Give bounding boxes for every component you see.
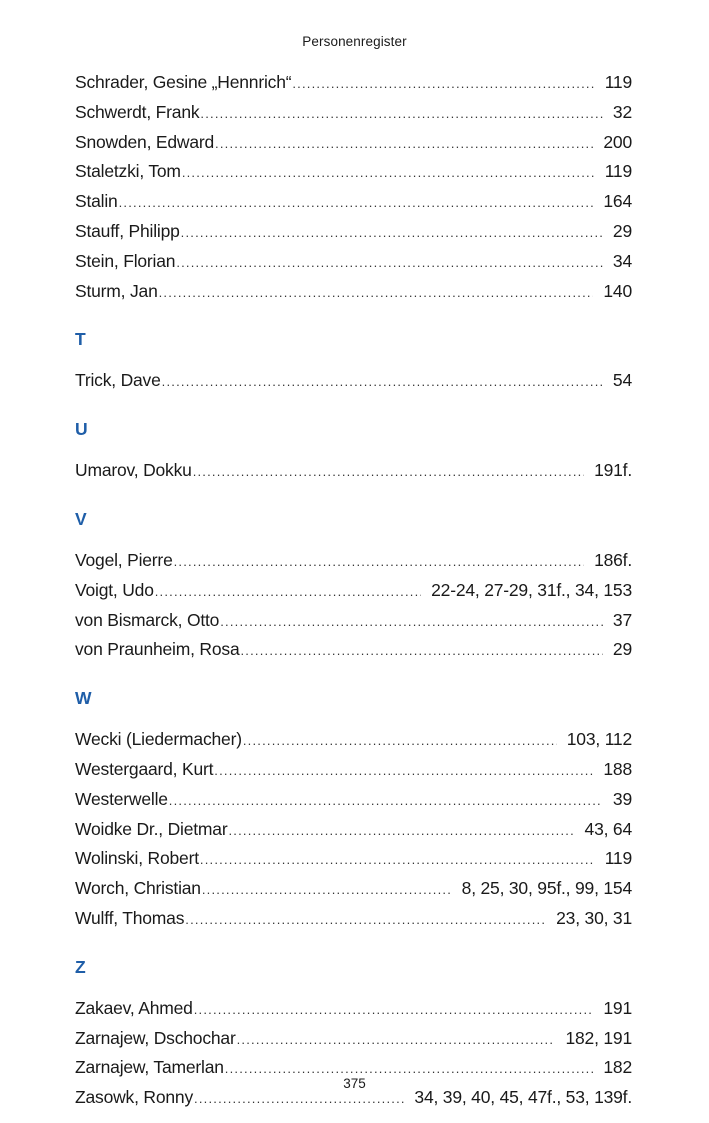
dot-leader [243, 726, 557, 756]
entry-pages: 22-24, 27-29, 31f., 34, 153 [431, 579, 632, 600]
section-letter: U [75, 419, 88, 440]
index-entry [75, 874, 632, 904]
entry-name: Umarov, Dokku [75, 460, 192, 481]
dot-leader [119, 188, 594, 218]
section-letter: T [75, 329, 86, 350]
dot-leader [174, 547, 584, 577]
dot-leader [193, 457, 584, 487]
dot-leader [228, 816, 574, 846]
entry-name: von Praunheim, Rosa [75, 639, 240, 660]
section-letter: Z [75, 956, 86, 977]
entry-name: Zakaev, Ahmed [75, 997, 193, 1018]
entry-pages: 182, 191 [565, 1027, 632, 1048]
entry-name: Vogel, Pierre [75, 549, 173, 570]
entry-name: Schrader, Gesine „Hennrich“ [75, 72, 292, 92]
entry-pages: 119 [604, 848, 632, 869]
dot-leader [202, 875, 452, 905]
entry-name: Trick, Dave [75, 370, 161, 391]
dot-leader [181, 218, 603, 248]
entry-pages: 191 [603, 997, 632, 1018]
entry-name: Stein, Florian [75, 250, 176, 271]
index-entry [75, 576, 632, 606]
person-index [75, 68, 632, 1113]
page-number: 375 [343, 1076, 366, 1091]
dot-leader [215, 129, 593, 159]
entry-pages: 37 [612, 609, 632, 630]
index-entry [75, 456, 632, 486]
index-entry [75, 68, 632, 98]
entry-name: Zasowk, Ronny [75, 1087, 194, 1108]
dot-leader [159, 278, 594, 308]
entry-pages: 32 [612, 101, 632, 122]
entry-name: Westergaard, Kurt [75, 758, 214, 779]
entry-pages: 34, 39, 40, 45, 47f., 53, 139f. [414, 1087, 632, 1108]
dot-leader [237, 1025, 556, 1055]
entry-pages: 29 [612, 639, 632, 660]
index-entry [75, 1024, 632, 1054]
index-entry [75, 606, 632, 636]
index-entry [75, 755, 632, 785]
entry-name: Stauff, Philipp [75, 220, 180, 241]
index-entry [75, 904, 632, 934]
dot-leader [214, 756, 593, 786]
entry-name: von Bismarck, Otto [75, 609, 220, 630]
entry-name: Snowden, Edward [75, 131, 215, 152]
entry-pages: 54 [612, 370, 632, 391]
entry-pages: 191f. [594, 460, 632, 481]
running-head: Personenregister [302, 34, 407, 49]
index-entry [75, 725, 632, 755]
index-entry [75, 157, 632, 187]
entry-name: Zarnajew, Dschochar [75, 1027, 236, 1048]
index-entry [75, 994, 632, 1024]
section-letter: V [75, 508, 87, 529]
entry-name: Voigt, Udo [75, 579, 154, 600]
entry-name: Sturm, Jan [75, 280, 158, 301]
entry-name: Zarnajew, Tamerlan [75, 1057, 224, 1078]
dot-leader [200, 99, 603, 129]
index-entry [75, 635, 632, 665]
entry-name: Staletzki, Tom [75, 161, 181, 182]
entry-name: Wolinski, Robert [75, 848, 199, 869]
entry-pages: 119 [604, 72, 632, 92]
dot-leader [220, 607, 603, 637]
dot-leader [162, 367, 603, 397]
entry-pages: 29 [612, 220, 632, 241]
entry-pages: 43, 64 [584, 818, 632, 839]
entry-pages: 34 [612, 250, 632, 271]
index-entry [75, 785, 632, 815]
entry-name: Schwerdt, Frank [75, 101, 200, 122]
entry-name: Wulff, Thomas [75, 907, 185, 928]
entry-pages: 200 [603, 131, 632, 152]
index-entry [75, 217, 632, 247]
dot-leader [182, 158, 595, 188]
dot-leader [185, 905, 546, 935]
entry-pages: 182 [603, 1057, 632, 1078]
index-entry [75, 247, 632, 277]
index-entry [75, 815, 632, 845]
dot-leader [240, 636, 602, 666]
dot-leader [155, 577, 421, 607]
index-entry [75, 366, 632, 396]
dot-leader [194, 995, 594, 1025]
entry-name: Woidke Dr., Dietmar [75, 818, 228, 839]
section-letter: W [75, 688, 92, 709]
index-entry [75, 844, 632, 874]
entry-pages: 164 [603, 191, 632, 212]
index-entry [75, 128, 632, 158]
index-entry [75, 277, 632, 307]
entry-pages: 140 [603, 280, 632, 301]
entry-pages: 186f. [594, 549, 632, 570]
entry-pages: 188 [603, 758, 632, 779]
entry-pages: 8, 25, 30, 95f., 99, 154 [461, 878, 632, 899]
entry-pages: 119 [604, 161, 632, 182]
entry-name: Worch, Christian [75, 878, 201, 899]
dot-leader [200, 845, 595, 875]
index-entry [75, 187, 632, 217]
entry-pages: 103, 112 [566, 729, 632, 750]
entry-name: Wecki (Liedermacher) [75, 729, 242, 750]
entry-pages: 39 [612, 788, 632, 809]
index-entry [75, 98, 632, 128]
entry-name: Westerwelle [75, 788, 168, 809]
index-entry [75, 546, 632, 576]
dot-leader [169, 786, 603, 816]
dot-leader [292, 69, 594, 99]
entry-pages: 23, 30, 31 [556, 907, 632, 928]
dot-leader [176, 248, 603, 278]
entry-name: Stalin [75, 191, 118, 212]
